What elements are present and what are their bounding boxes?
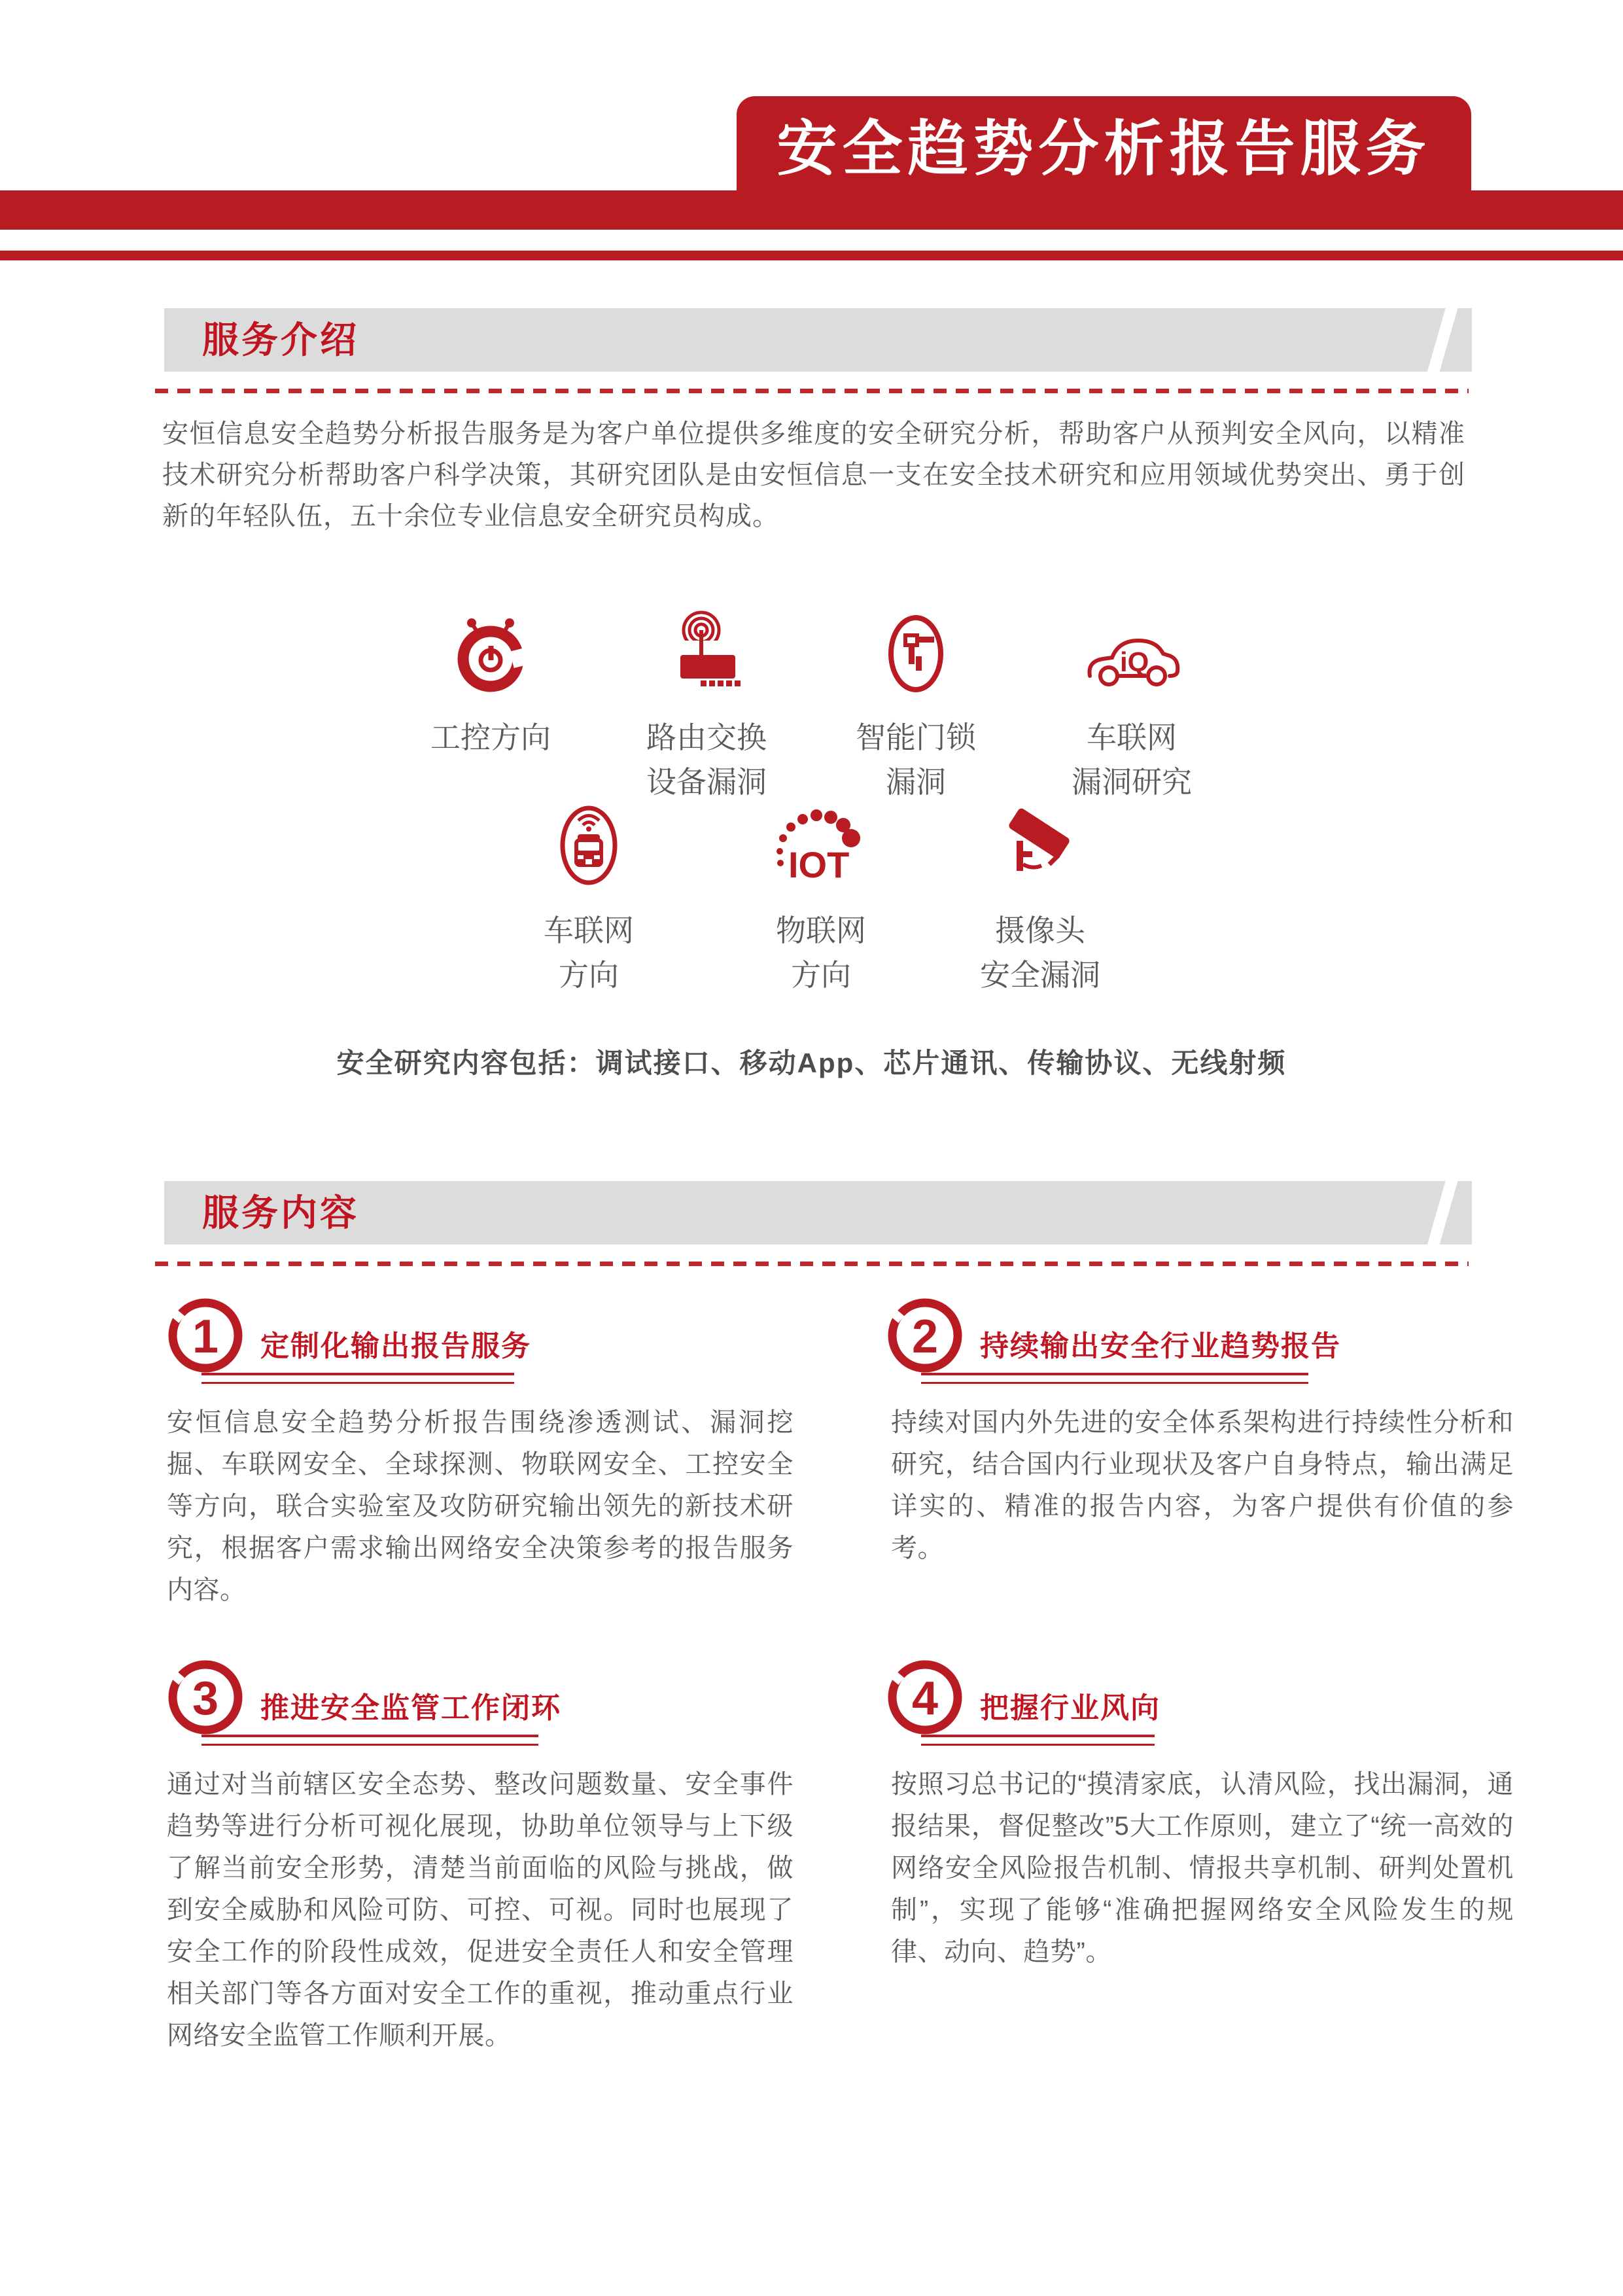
direction-smart-lock: [811, 609, 1021, 804]
item-title-underline: [921, 1373, 1308, 1384]
item-number-badge: 3: [165, 1657, 246, 1740]
direction-label: 智能门锁 漏洞: [856, 720, 976, 799]
page-title-banner: [737, 96, 1471, 191]
camera-icon: [935, 802, 1145, 890]
item-title-underline: [201, 1735, 538, 1746]
item-body: 安恒信息安全趋势分析报告围绕渗透测试、漏洞挖掘、车联网安全、全球探测、物联网安全、工控安全等方向，联合实验室及攻防研究输出领先的新技术研究，根据客户需求输出网络安全决策参考的报告服务内容。: [167, 1408, 794, 1604]
item-number-badge: 4: [884, 1657, 966, 1740]
iot-icon: [716, 802, 926, 890]
section-heading-service-intro: 服务介绍: [202, 319, 359, 361]
connected-car-research-icon: [1027, 609, 1236, 697]
item-title: 把握行业风向: [980, 1692, 1161, 1724]
bar-slash-decor: [1425, 308, 1459, 372]
direction-label: 车联网 漏洞研究: [1072, 720, 1192, 799]
direction-camera: [935, 802, 1145, 997]
section-bar-service-intro: [164, 308, 1472, 372]
item-title: 推进安全监管工作闭环: [260, 1692, 561, 1724]
connected-car-icon: [484, 802, 693, 890]
svg-text:IOT: IOT: [788, 844, 850, 885]
item-body: 通过对当前辖区安全态势、整改问题数量、安全事件趋势等进行分析可视化展现，协助单位领导与上下级了解当前安全形势，清楚当前面临的风险与挑战，做到安全威胁和风险可防、可控、可视。同时也展现了安全工作的阶段性成效，促进安全责任人和安全管理相关部门等各方面对安全工作的重视，推动重点行业网络安全监管工作顺利开展。: [167, 1770, 794, 2050]
direction-connected-car: [484, 802, 693, 997]
item-number-badge: 2: [884, 1296, 966, 1378]
direction-router-switch: [602, 609, 811, 804]
direction-iot: [716, 802, 926, 997]
item-number-badge: 1: [165, 1296, 246, 1378]
dashed-divider: [155, 1262, 1469, 1266]
direction-label: 车联网 方向: [544, 913, 634, 992]
page-title: 安全趋势分析报告服务: [777, 115, 1431, 183]
smart-door-lock-icon: [811, 609, 1021, 697]
item-body: 持续对国内外先进的安全体系架构进行持续性分析和研究，结合国内行业现状及客户自身特点，输出满足详实的、精准的报告内容，为客户提供有价值的参考。: [891, 1408, 1514, 1563]
direction-label: 工控方向: [430, 720, 551, 754]
direction-label: 摄像头 安全漏洞: [980, 913, 1100, 992]
research-note: 安全研究内容包括：调试接口、移动App、芯片通讯、传输协议、无线射频: [336, 1048, 1287, 1078]
intro-paragraph: 安恒信息安全趋势分析报告服务是为客户单位提供多维度的安全研究分析，帮助客户从预判安全风向，以精准技术研究分析帮助客户科学决策，其研究团队是由安恒信息一支在安全技术研究和应用领域优势突出、勇于创新的年轻队伍，五十余位专业信息安全研究员构成。: [162, 419, 1465, 531]
header-band-thin: [0, 251, 1623, 260]
item-title-underline: [201, 1373, 514, 1384]
item-title: 持续输出安全行业趋势报告: [980, 1330, 1341, 1362]
direction-label: 路由交换 设备漏洞: [646, 720, 767, 799]
router-switch-icon: [602, 609, 811, 697]
direction-label: 物联网 方向: [776, 913, 866, 992]
item-body: 按照习总书记的“摸清家底，认清风险，找出漏洞，通报结果，督促整改”5大工作原则，建立了“统一高效的网络安全风险报告机制、情报共享机制、研判处置机制”，实现了能够“准确把握网络安全风险发生的规律、动向、趋势”。: [891, 1770, 1514, 1966]
direction-industrial-control: [386, 609, 595, 760]
section-bar-service-content: [164, 1181, 1472, 1245]
item-title: 定制化输出报告服务: [260, 1330, 531, 1362]
dashed-divider: [155, 389, 1469, 393]
bar-slash-decor: [1425, 1181, 1459, 1245]
direction-connected-car-research: [1027, 609, 1236, 804]
section-heading-service-content: 服务内容: [202, 1192, 359, 1233]
header-band-thick: [0, 190, 1623, 230]
industrial-control-icon: [386, 609, 595, 697]
svg-text:iQ: iQ: [1120, 646, 1149, 677]
